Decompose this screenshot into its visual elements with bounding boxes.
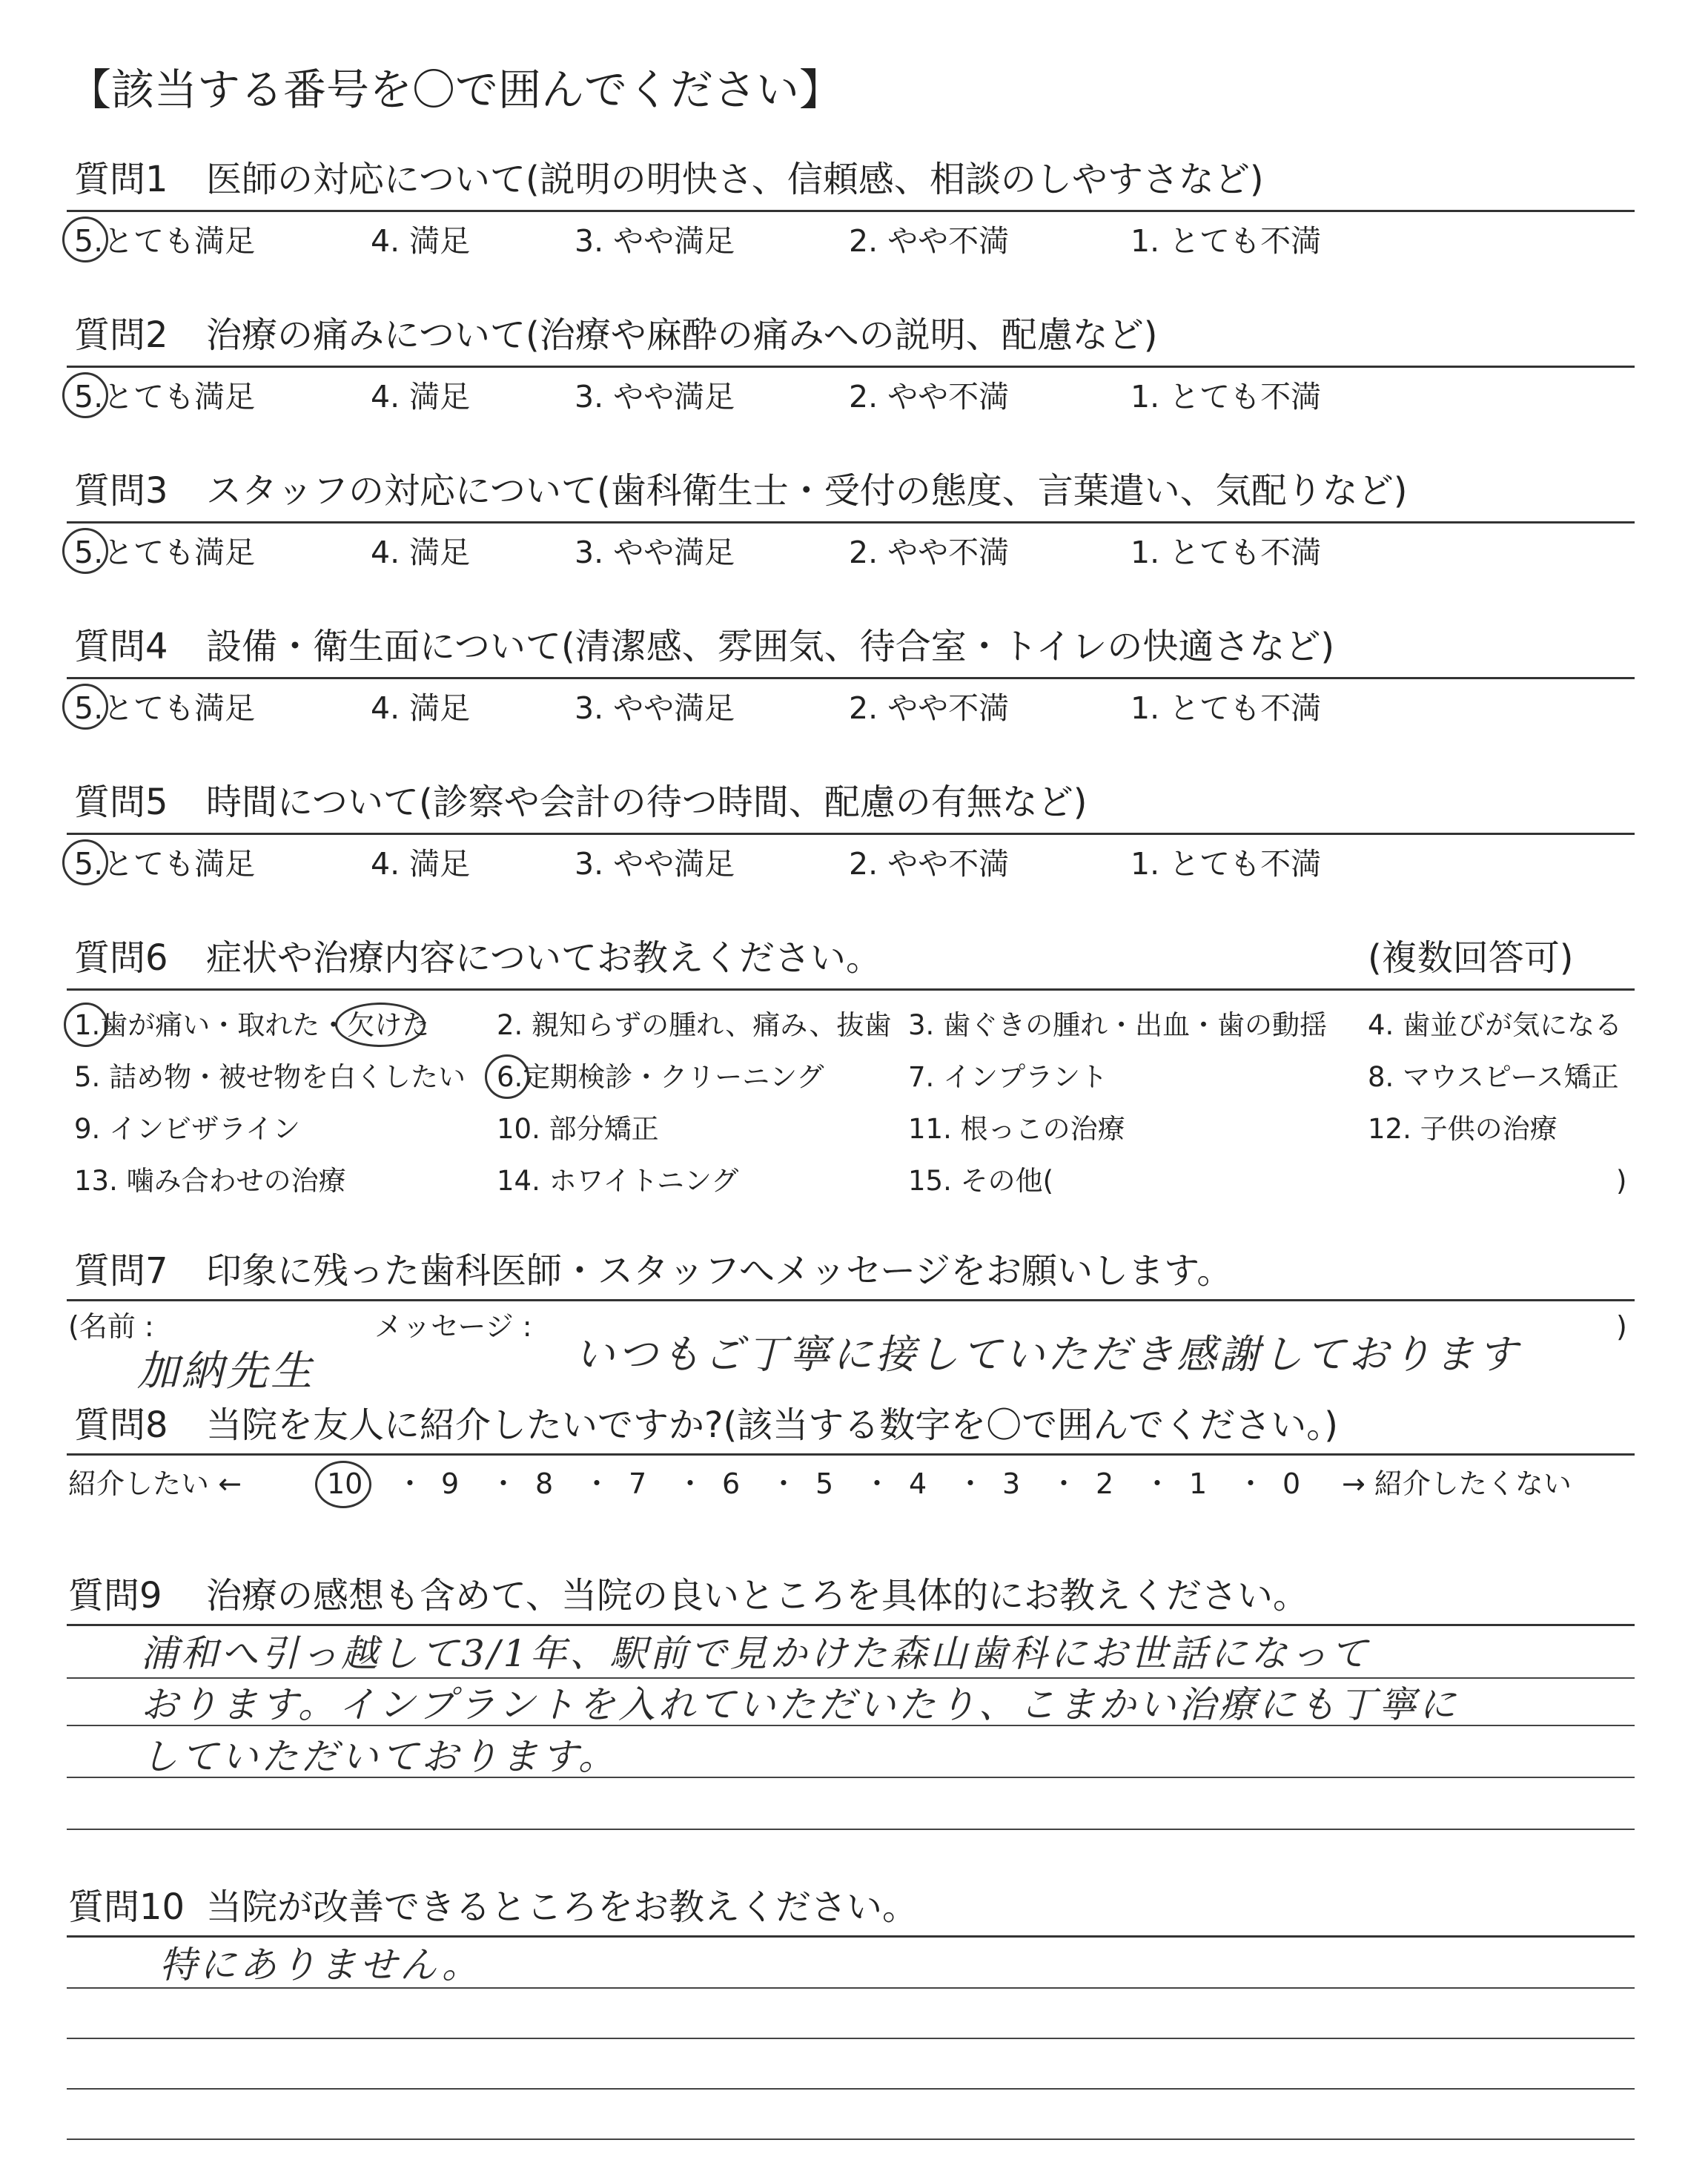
q1-option-5[interactable]: 5.とても満足 bbox=[74, 223, 256, 259]
q7-rule bbox=[67, 1299, 1635, 1301]
q9-rule-5 bbox=[67, 1829, 1635, 1830]
q8-scale-dot: ・ bbox=[676, 1467, 705, 1500]
q3-text: スタッフの対応について(歯科衛生士・受付の態度、言葉遣い、気配りなど) bbox=[206, 470, 1408, 512]
q8-scale-dot: ・ bbox=[396, 1467, 425, 1500]
q4-option-2[interactable]: 2. やや不満 bbox=[849, 690, 1010, 726]
q8-right-label: → 紹介したくない bbox=[1342, 1467, 1572, 1500]
q5-option-3[interactable]: 3. やや満足 bbox=[575, 846, 735, 882]
q8-text: 当院を友人に紹介したいですか?(該当する数字を〇で囲んでください。) bbox=[206, 1404, 1338, 1446]
q3-option-4[interactable]: 4. 満足 bbox=[371, 535, 471, 570]
q8-scale-dot: ・ bbox=[956, 1467, 985, 1500]
q7-name-answer[interactable]: 加納先生 bbox=[137, 1347, 315, 1396]
q8-rule bbox=[67, 1453, 1635, 1456]
page-title: 【該当する番号を〇で囲んでください】 bbox=[68, 65, 843, 115]
q2-option-4[interactable]: 4. 満足 bbox=[371, 379, 471, 415]
q8-scale-0[interactable]: 0 bbox=[1282, 1467, 1301, 1500]
q7-name-label: (名前 : bbox=[68, 1310, 154, 1343]
q8-scale-dot: ・ bbox=[1050, 1467, 1079, 1500]
q3-option-5[interactable]: 5.とても満足 bbox=[74, 535, 256, 570]
q9-rule-1 bbox=[67, 1624, 1635, 1626]
q8-scale-dot: ・ bbox=[1143, 1467, 1172, 1500]
q5-rule bbox=[67, 833, 1635, 835]
q6-item-7[interactable]: 7. インプラント bbox=[908, 1061, 1108, 1093]
q8-scale-dot: ・ bbox=[769, 1467, 798, 1500]
q2-option-3[interactable]: 3. やや満足 bbox=[575, 379, 735, 415]
q7-text: 印象に残った歯科医師・スタッフへメッセージをお願いします。 bbox=[206, 1250, 1233, 1292]
q9-label: 質問9 bbox=[68, 1575, 162, 1616]
q1-label: 質問1 bbox=[74, 159, 168, 200]
q1-option-2[interactable]: 2. やや不満 bbox=[849, 223, 1010, 259]
q4-option-3[interactable]: 3. やや満足 bbox=[575, 690, 735, 726]
q8-scale-6[interactable]: 6 bbox=[722, 1467, 741, 1500]
q6-item-10[interactable]: 10. 部分矯正 bbox=[497, 1113, 659, 1145]
q9-answer-line-1[interactable]: 浦和へ引っ越して3/1年、駅前で見かけた森山歯科にお世話になって bbox=[141, 1632, 1371, 1675]
q6-item-15[interactable]: 15. その他( bbox=[908, 1165, 1054, 1197]
q7-close-paren: ) bbox=[1616, 1310, 1627, 1343]
q8-left-label: 紹介したい ← bbox=[68, 1467, 242, 1500]
q5-option-2[interactable]: 2. やや不満 bbox=[849, 846, 1010, 882]
q7-label: 質問7 bbox=[74, 1250, 168, 1292]
q6-text: 症状や治療内容についてお教えください。 bbox=[206, 937, 882, 979]
q6-item-11[interactable]: 11. 根っこの治療 bbox=[908, 1113, 1125, 1145]
q8-scale-10[interactable]: 10 bbox=[327, 1467, 363, 1500]
q9-text: 治療の感想も含めて、当院の良いところを具体的にお教えください。 bbox=[206, 1575, 1309, 1616]
q5-label: 質問5 bbox=[74, 782, 168, 823]
q6-rule bbox=[67, 988, 1635, 991]
q8-scale-2[interactable]: 2 bbox=[1096, 1467, 1114, 1500]
q1-option-3[interactable]: 3. やや満足 bbox=[575, 223, 735, 259]
q4-label: 質問4 bbox=[74, 626, 168, 667]
q6-item-4[interactable]: 4. 歯並びが気になる bbox=[1368, 1009, 1623, 1041]
q3-rule bbox=[67, 521, 1635, 524]
q6-item-8[interactable]: 8. マウスピース矯正 bbox=[1368, 1061, 1619, 1093]
q8-scale-dot: ・ bbox=[1237, 1467, 1265, 1500]
q6-note: (複数回答可) bbox=[1368, 937, 1574, 979]
q6-item-14[interactable]: 14. ホワイトニング bbox=[497, 1165, 739, 1197]
q8-scale-dot: ・ bbox=[863, 1467, 892, 1500]
q8-scale-dot: ・ bbox=[583, 1467, 612, 1500]
q10-answer-line-1[interactable]: 特にありません。 bbox=[159, 1943, 482, 1986]
q5-option-5[interactable]: 5.とても満足 bbox=[74, 846, 256, 882]
q8-scale-4[interactable]: 4 bbox=[909, 1467, 927, 1500]
q4-text: 設備・衛生面について(清潔感、雰囲気、待合室・トイレの快適さなど) bbox=[206, 626, 1335, 667]
q6-item-3[interactable]: 3. 歯ぐきの腫れ・出血・歯の動揺 bbox=[908, 1009, 1328, 1041]
q2-rule bbox=[67, 366, 1635, 368]
q6-item-1[interactable]: 1.歯が痛い・取れた・欠けた bbox=[74, 1009, 430, 1041]
q10-label: 質問10 bbox=[68, 1886, 185, 1928]
q6-item-5[interactable]: 5. 詰め物・被せ物を白くしたい bbox=[74, 1061, 466, 1093]
q6-item-15-close: ) bbox=[1616, 1165, 1627, 1197]
q1-option-1[interactable]: 1. とても不満 bbox=[1131, 223, 1322, 259]
q2-option-2[interactable]: 2. やや不満 bbox=[849, 379, 1010, 415]
q5-option-1[interactable]: 1. とても不満 bbox=[1131, 846, 1322, 882]
q6-item-2[interactable]: 2. 親知らずの腫れ、痛み、抜歯 bbox=[497, 1009, 892, 1041]
q8-scale-1[interactable]: 1 bbox=[1189, 1467, 1208, 1500]
q10-rule-2 bbox=[67, 1987, 1635, 1989]
q8-scale-3[interactable]: 3 bbox=[1002, 1467, 1021, 1500]
q8-scale-5[interactable]: 5 bbox=[815, 1467, 834, 1500]
q4-option-4[interactable]: 4. 満足 bbox=[371, 690, 471, 726]
q3-option-2[interactable]: 2. やや不満 bbox=[849, 535, 1010, 570]
q4-option-5[interactable]: 5.とても満足 bbox=[74, 690, 256, 726]
q9-answer-line-2[interactable]: おります。インプラントを入れていただいたり、こまかい治療にも丁寧に bbox=[141, 1683, 1459, 1726]
q2-text: 治療の痛みについて(治療や麻酔の痛みへの説明、配慮など) bbox=[206, 314, 1158, 356]
q1-option-4[interactable]: 4. 満足 bbox=[371, 223, 471, 259]
q2-option-5[interactable]: 5.とても満足 bbox=[74, 379, 256, 415]
q10-rule-1 bbox=[67, 1935, 1635, 1938]
q10-rule-5 bbox=[67, 2138, 1635, 2140]
q10-rule-3 bbox=[67, 2038, 1635, 2039]
q6-label: 質問6 bbox=[74, 937, 168, 979]
q5-text: 時間について(診察や会計の待つ時間、配慮の有無など) bbox=[206, 782, 1088, 823]
q8-scale-8[interactable]: 8 bbox=[535, 1467, 554, 1500]
q8-scale-dot: ・ bbox=[489, 1467, 518, 1500]
q6-item-6[interactable]: 6.定期検診・クリーニング bbox=[497, 1061, 824, 1093]
q9-rule-2 bbox=[67, 1677, 1635, 1679]
q6-item-9[interactable]: 9. インビザライン bbox=[74, 1113, 300, 1145]
q8-scale-9[interactable]: 9 bbox=[441, 1467, 460, 1500]
q6-item-12[interactable]: 12. 子供の治療 bbox=[1368, 1113, 1558, 1145]
q7-message-answer[interactable]: いつもご丁寧に接していただき感謝しております bbox=[575, 1331, 1520, 1378]
q4-option-1[interactable]: 1. とても不満 bbox=[1131, 690, 1322, 726]
q9-answer-line-3[interactable]: していただいております。 bbox=[141, 1735, 618, 1778]
q7-message-label: メッセージ : bbox=[374, 1310, 532, 1343]
q4-rule bbox=[67, 677, 1635, 679]
q2-label: 質問2 bbox=[74, 314, 168, 356]
q3-option-3[interactable]: 3. やや満足 bbox=[575, 535, 735, 570]
q8-label: 質問8 bbox=[74, 1404, 168, 1446]
q6-item-13[interactable]: 13. 噛み合わせの治療 bbox=[74, 1165, 346, 1197]
q3-option-1[interactable]: 1. とても不満 bbox=[1131, 535, 1322, 570]
q3-label: 質問3 bbox=[74, 470, 168, 512]
q5-option-4[interactable]: 4. 満足 bbox=[371, 846, 471, 882]
q10-rule-4 bbox=[67, 2088, 1635, 2090]
q1-rule bbox=[67, 210, 1635, 212]
q1-text: 医師の対応について(説明の明快さ、信頼感、相談のしやすさなど) bbox=[206, 159, 1264, 200]
q10-text: 当院が改善できるところをお教えください。 bbox=[206, 1886, 918, 1928]
q8-scale-7[interactable]: 7 bbox=[629, 1467, 647, 1500]
q2-option-1[interactable]: 1. とても不満 bbox=[1131, 379, 1322, 415]
